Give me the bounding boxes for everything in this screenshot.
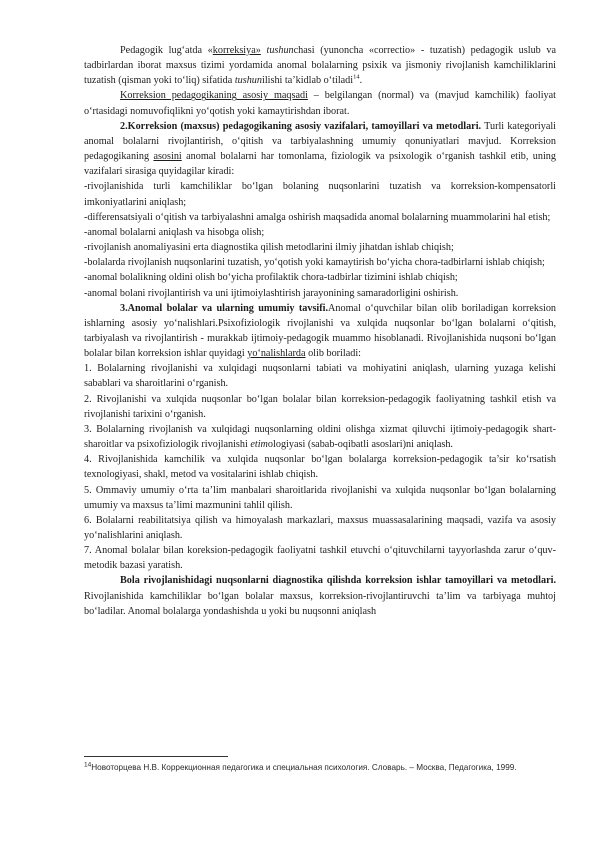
- footnote-divider: [84, 756, 228, 757]
- list-item: 1. Bolalarning rivojlanishi va xulqidagi nuqsonlarni tabiati va mohiyatini aniqlash, ularning yuzaga kelishi sabablari va sharoitlarini o‘rganish.: [84, 363, 556, 390]
- list-item: 4. Rivojlanishida kamchilik va xulqida nuqsonlar bo‘lgan bolalarga korreksion-pedagogik ta’sir ko‘rsatish texnologiyasi, shakl, metod va vositalarini ishlab chiqish.: [84, 454, 556, 481]
- list-item: -differensatsiyali o‘qitish va tarbiyalashni amalga oshirish maqsadida anomal bolalarning muammolarini hal etish;: [84, 211, 551, 223]
- list-item: -anomal bolalarni aniqlash va hisobga olish;: [84, 226, 265, 238]
- paragraph-anomal-children: 3.Anomal bolalar va ularning umumiy tavsifi.Anomal o‘quvchilar bilan olib boriladigan korreksion ishlarning asosiy yo‘nalishlari.Psixofiziologik rivojlanishi va xulqida nuqsonlar bo‘lgan bolalarni o‘qitish, tarbiyalash va rivojlantirish - murakkab ijtimoiy-pedagogik muammo hisoblanadi. Rivojlanishida nuqsoni bo‘lgan bolalar bilan korreksion ishlar quyidagi yo‘nalishlarda olib boriladi:: [84, 302, 557, 360]
- paragraph-definition: Pedagogik lug‘atda «korreksiya» tushunchasi (yunoncha «correctio» - tuzatish) pedagogik uslub va tadbirlardan iborat maxsus tizimi yordamida anomal bolalarning psixik va jismoniy rivojlanish kamchiliklarini tuzatish (qisman yoki to‘liq) sifatida tushunilishi ta’kidlab o‘tiladi$^{14}$.: [84, 45, 557, 87]
- list-item: 5. Ommaviy umumiy o‘rta ta’lim manbalari sharoitlarida rivojlanishi va xulqida nuqsonlar bo‘lgan bolalarning umumiy va maxsus ta’limi mazmunini tahlil qilish.: [84, 484, 556, 511]
- list-item: -anomal bolalikning oldini olish bo‘yicha profilaktik chora-tadbirlar tizimini ishlab chiqish;: [84, 272, 458, 284]
- list-item: -rivojlanish anomaliyasini erta diagnostika qilish metodlarini ilmiy jihatdan ishlab chiqish;: [84, 242, 454, 254]
- list-item: 7. Anomal bolalar bilan koreksion-pedagogik faoliyatni tashkil etuvchi o‘qituvchilarni tayyorlashda zarur o‘quv-metodik bazasi yaratish.: [84, 545, 556, 572]
- list-item: 6. Bolalarni reabilitatsiya qilish va himoyalash markazlari, maxsus muassasalarining maqsadi, vazifa va asosiy yo‘nalishlarini aniqlash.: [84, 514, 556, 541]
- list-item: -bolalarda rivojlanish nuqsonlarini tuzatish, yo‘qotish yoki kamaytirish bo‘yicha chora-tadbirlarni ishlab chiqish;: [84, 257, 545, 269]
- section-heading: 2.Korreksion (maxsus) pedagogikaning asosiy vazifalari, tamoyillari va metodlari.: [120, 120, 482, 132]
- paragraph-main-goal: Korreksion pedagogikaning asosiy maqsadi – belgilangan (normal) va (mavjud kamchilik) faoliyat o‘rtasidagi nomuvofiqlikni yo‘qotish yoki kamaytirishdan iborat.: [84, 90, 556, 117]
- list-item: 2. Rivojlanishi va xulqida nuqsonlar bo‘lgan bolalar bilan korreksion-pedagogik faoliyatning tashkil etish va rivojlanishi tarixini o‘rganish.: [84, 393, 556, 420]
- document-body: [84, 43, 556, 619]
- paragraph-tasks-intro: 2.Korreksion (maxsus) pedagogikaning asosiy vazifalari, tamoyillari va metodlari. Turli kategoriyali anomal bolalarni rivojlantirish, o‘qitish va tarbiyalashning umumiy qonuniyatlari mavjud. Korreksion pedagogikaning asosini anomal bolalarni har tomonlama, fiziologik va psixologik o‘rganish tashkil etib, uning vazifalari sirasiga quyidagilar kiradi:: [84, 120, 556, 178]
- section-heading: Bola rivojlanishidagi nuqsonlarni diagnostika qilishda korreksion ishlar tamoyillari va metodlari.: [120, 575, 556, 587]
- list-item: -rivojlanishida turli kamchiliklar bo‘lgan bolaning nuqsonlarini tuzatish va korreksion-kompensatorli imkoniyatlarini aniqlash;: [84, 181, 556, 208]
- section-heading: 3.Anomal bolalar va ularning umumiy tavsifi.: [120, 302, 329, 314]
- list-item: -anomal bolani rivojlantirish va uni ijtimoiylashtirish jarayonining samaradorligini oshirish.: [84, 287, 459, 299]
- footnote: $^{14}$Новоторцева Н.В. Коррекционная педагогика и специальная психология. Словарь. – Москва, Педагогика, 1999.: [84, 761, 517, 772]
- paragraph-diagnostics: Bola rivojlanishidagi nuqsonlarni diagnostika qilishda korreksion ishlar tamoyillari va metodlari. Rivojlanishida kamchiliklar bo‘lgan bolalar maxsus, korreksion-rivojlantiruvchi ta’lim va tarbiyaga muhtoj bo‘ladilar. Anomal bolalarga yondashishda u yoki bu nuqsonni aniqlash: [84, 575, 556, 617]
- footnote-ref: 14: [353, 73, 360, 81]
- list-item: 3. Bolalarning rivojlanish va xulqidagi nuqsonlarning oldini olishga xizmat qiluvchi ijtimoiy-pedagogik shart-sharoitlar va psixofiziologik rivojlanishi etimologiyasi (sabab-oqibatli asoslari)ni aniqlash.: [84, 423, 556, 451]
